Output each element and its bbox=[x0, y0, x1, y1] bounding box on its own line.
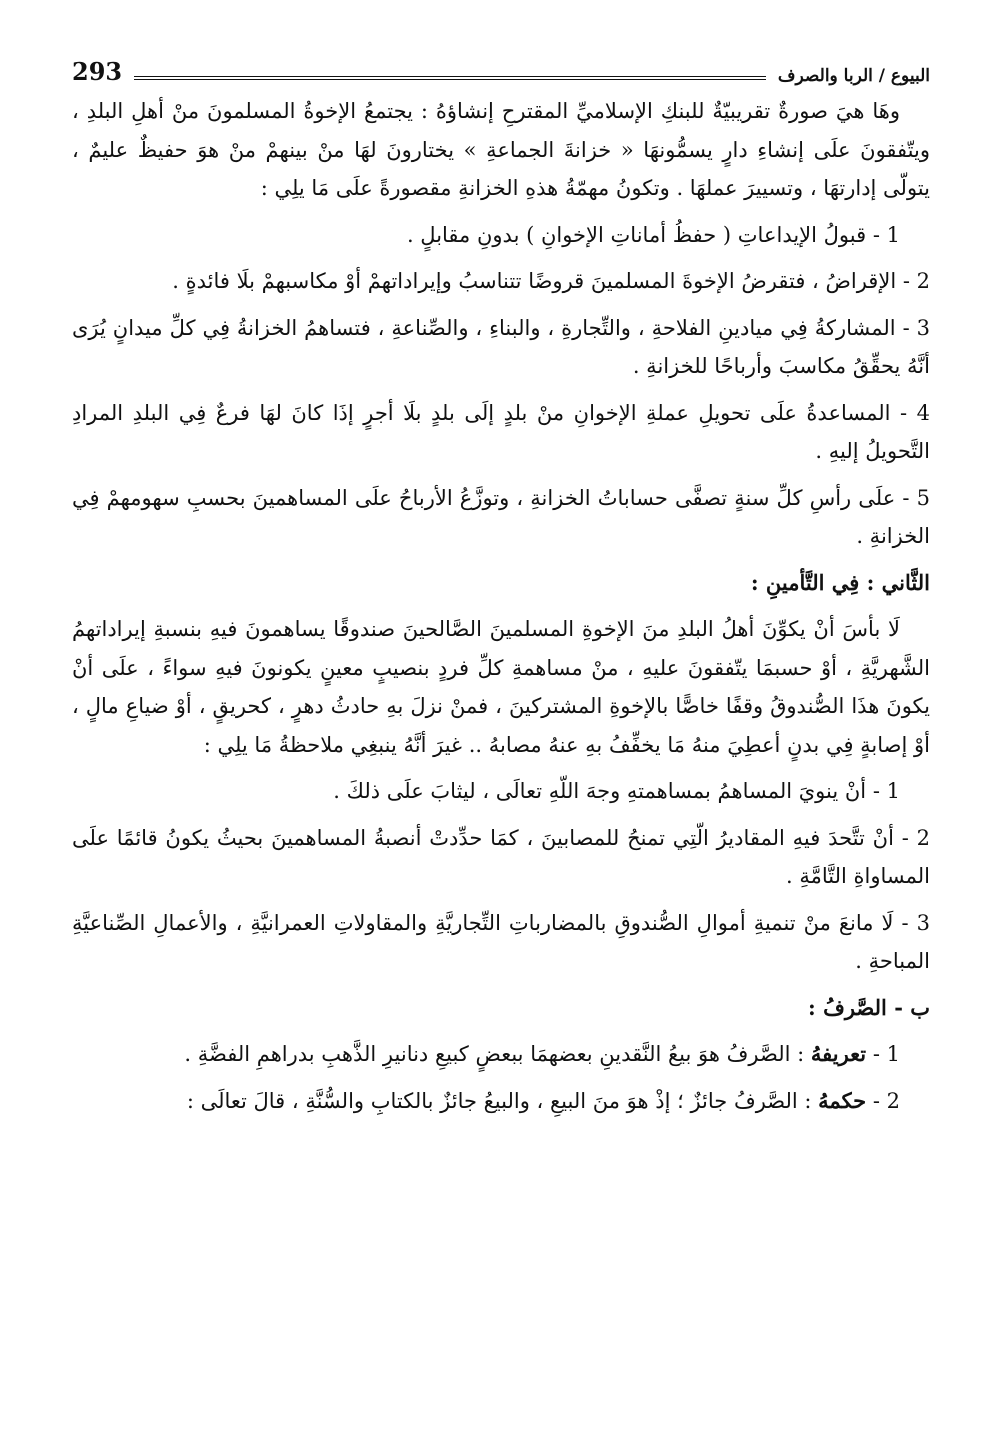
list-item bbox=[72, 819, 930, 896]
item-number: 1 - bbox=[872, 779, 900, 803]
bank-functions-list bbox=[72, 216, 930, 556]
item-number: 2 - bbox=[872, 1088, 900, 1113]
item-text: : الصَّرفُ هوَ بيعُ النَّقدينِ بعضهمَا ببعضٍ كبيعِ دنانيرِ الذَّهبِ بدراهمِ الفضَّةِ . bbox=[184, 1042, 811, 1066]
item-label: تعريفهُ bbox=[810, 1041, 867, 1066]
list-item bbox=[72, 1082, 930, 1121]
item-number: 1 - bbox=[872, 222, 900, 247]
list-item bbox=[72, 262, 930, 301]
list-item bbox=[72, 1035, 930, 1074]
list-item bbox=[72, 772, 930, 811]
list-item bbox=[72, 904, 930, 981]
page-number: 293 bbox=[72, 57, 123, 86]
item-number: 2 - bbox=[901, 825, 930, 850]
intro-paragraph: وهَا هيَ صورةٌ تقريبيّةٌ للبنكِ الإسلاميِّ المقترحِ إنشاؤهُ : يجتمعُ الإخوةُ المسلمونَ منْ أهلِ البلدِ ، ويتّفقونَ علَى إنشاءِ دارٍ يسمُّونهَا « خزانةَ الجماعةِ » يختارونَ لهَا منْ بينهمْ منْ هوَ حفيظٌ عليمٌ ، يتولّى إدارتهَا ، وتسييرَ عملهَا . وتكونُ مهمّةُ هذهِ الخزانةِ مقصورةً علَى مَا يلِي : bbox=[72, 99, 930, 200]
running-title: البيوع / الربا والصرف bbox=[777, 66, 930, 86]
item-text: لَا مانعَ منْ تنميةِ أموالِ الصُّندوقِ بالمضارباتِ التِّجاريَّةِ والمقاولاتِ العمرانيَّةِ ، والأعمالِ الصِّناعيَّةِ المباحةِ . bbox=[72, 910, 930, 973]
item-label: حكمهُ bbox=[818, 1087, 867, 1113]
item-text: علَى رأسِ كلِّ سنةٍ تصفَّى حساباتُ الخزانةِ ، وتوزَّعُ الأرباحُ علَى المساهمينَ بحسبِ سهومهمْ فِي الخزانةِ . bbox=[72, 485, 930, 548]
item-number: 3 - bbox=[902, 315, 930, 340]
list-item bbox=[72, 479, 930, 556]
exchange-list bbox=[72, 1035, 930, 1120]
header-rule bbox=[134, 76, 766, 80]
list-item bbox=[72, 309, 930, 386]
section-heading-exchange: ب - الصَّرفُ : bbox=[808, 994, 930, 1020]
item-number: 2 - bbox=[902, 269, 930, 293]
item-number: 1 - bbox=[872, 1042, 900, 1066]
item-number: 5 - bbox=[902, 485, 930, 510]
page-header bbox=[72, 56, 930, 86]
item-number: 3 - bbox=[901, 910, 930, 935]
page-body bbox=[72, 92, 930, 1120]
item-text: الإقراضُ ، فتقرضُ الإخوةَ المسلمينَ قروضًا تتناسبُ وإيراداتهمْ أوْ مكاسبهمْ بلَا فائدةٍ . bbox=[172, 269, 897, 293]
item-text: المساعدةُ علَى تحويلِ عملةِ الإخوانِ منْ بلدٍ إلَى بلدٍ بلَا أجرٍ إذَا كانَ لهَا فرعٌ فِي البلدِ المرادِ التَّحويلُ إليهِ . bbox=[72, 400, 930, 463]
list-item bbox=[72, 216, 930, 255]
insurance-paragraph: لَا بأسَ أنْ يكوِّنَ أهلُ البلدِ منَ الإخوةِ المسلمينَ الصَّالحينَ صندوقًا يساهمونَ فيهِ بنسبةِ إيراداتهمُ الشَّهريَّةِ ، أوْ حسبمَا يتّفقونَ عليهِ ، منْ مساهمةِ كلِّ فردٍ بنصيبٍ معينٍ يكونونَ فيهِ سواءً ، علَى أنْ يكونَ هذَا الصُّندوقُ وقفًا خاصًّا بالإخوةِ المشتركينَ ، فمنْ نزلَ بهِ حادثُ دهرٍ ، كحريقٍ ، أوْ ضياعِ مالٍ ، أوْ إصابةٍ فِي بدنٍ أعطِيَ منهُ مَا يخفِّفُ بهِ عنهُ مصابهُ .. غيرَ أنَّهُ ينبغِي ملاحظةُ مَا يلِي : bbox=[72, 617, 930, 757]
section-heading-insurance: الثَّاني : فِي التَّأمينِ : bbox=[750, 569, 930, 595]
item-text: قبولُ الإيداعاتِ ( حفظُ أماناتِ الإخوانِ ) بدونِ مقابلٍ . bbox=[406, 222, 867, 247]
item-number: 4 - bbox=[900, 400, 930, 425]
insurance-notes-list bbox=[72, 772, 930, 981]
book-page bbox=[72, 56, 930, 1128]
item-text: : الصَّرفُ جائزٌ ؛ إذْ هوَ منَ البيعِ ، والبيعُ جائزٌ بالكتابِ والسُّنَّةِ ، قالَ تعالَى : bbox=[186, 1088, 819, 1113]
item-text: أنْ ينويَ المساهمُ بمساهمتهِ وجهَ اللّهِ تعالَى ، ليثابَ علَى ذلكَ . bbox=[333, 779, 867, 803]
item-text: أنْ تتَّحدَ فيهِ المقاديرُ الّتِي تمنحُ للمصابينَ ، كمَا حدِّدتْ أنصبةُ المساهمينَ بحيثُ يكونُ قائمًا علَى المساواةِ التَّامَّةِ . bbox=[72, 825, 930, 888]
item-text: المشاركةُ فِي ميادينِ الفلاحةِ ، والتِّجارةِ ، والبناءِ ، والصِّناعةِ ، فتساهمُ الخزانةُ فِي كلِّ ميدانٍ يُرَى أنَّهُ يحقِّقُ مكاسبَ وأرباحًا للخزانةِ . bbox=[72, 315, 930, 378]
list-item bbox=[72, 394, 930, 471]
